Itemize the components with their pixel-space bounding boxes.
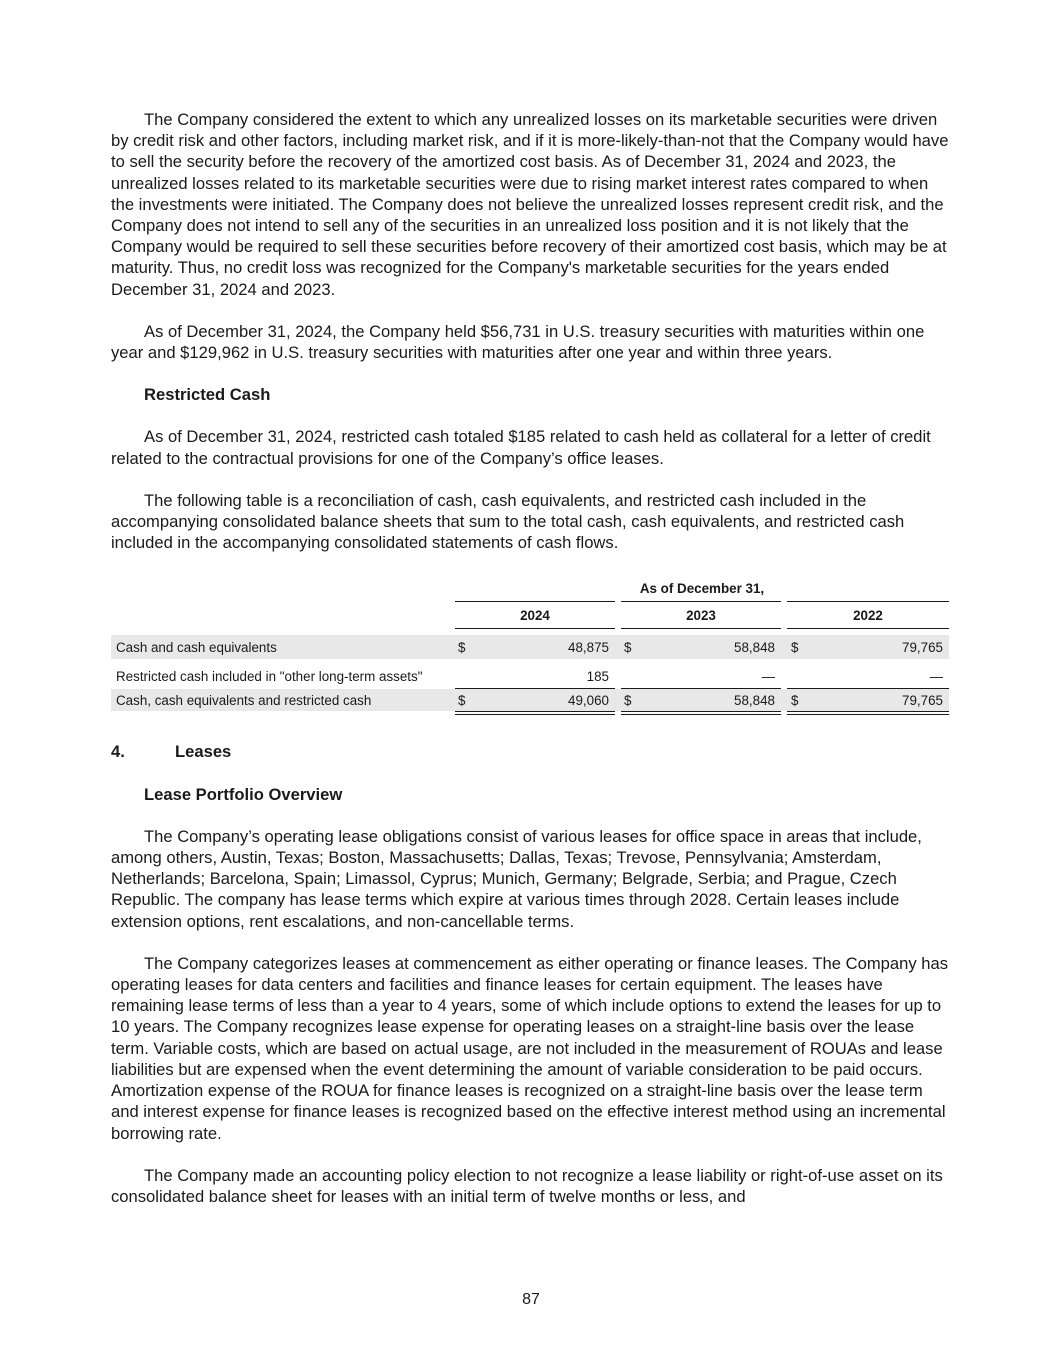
currency-symbol: $ <box>791 693 799 709</box>
header-rule <box>621 601 781 602</box>
paragraph-unrealized-losses: The Company considered the extent to which any unrealized losses on its marketable securities were driven by credit risk and other factors, including market risk, and if it is more-likely-than-not that the Company would have to sell the security before the recovery of the amortized cost basis. As of December 31, 2024 and 2023, the unrealized losses related to its marketable securities were due to rising market interest rates compared to when the investments were initiated. The Company does not believe the unrealized losses represent credit risk, and the Company does not intend to sell any of the securities in an unrealized loss position and it is not likely that the Company would be required to sell these securities before recovery of their amortized cost basis, which may be at maturity. Thus, no credit loss was recognized for the Company's marketable securities for the years ended December 31, 2024 and 2023. <box>111 110 949 299</box>
cell-value: 58,848 <box>734 693 775 709</box>
currency-symbol: $ <box>791 640 799 656</box>
cell-value: 79,765 <box>902 693 943 709</box>
cell-value: 79,765 <box>902 640 943 656</box>
cell-value: 58,848 <box>734 640 775 656</box>
row-label: Cash, cash equivalents and restricted cash <box>116 693 372 709</box>
section-heading-leases <box>111 741 949 762</box>
total-double-rule <box>455 711 615 712</box>
paragraph-restricted-cash: As of December 31, 2024, restricted cash totaled $185 related to cash held as collateral for a letter of credit related to the contractual provisions for one of the Company’s office leases. <box>111 427 931 468</box>
paragraph-reconciliation-intro: The following table is a reconciliation of cash, cash equivalents, and restricted cash included in the accompanying consolidated balance sheets that sum to the total cash, cash equivalents, and restricted cash included in the accompanying consolidated statements of cash flows. <box>111 490 905 553</box>
paragraph-treasury-securities: As of December 31, 2024, the Company held $56,731 in U.S. treasury securities with maturities within one year and $129,962 in U.S. treasury securities with maturities after one year and within three years. <box>111 321 925 363</box>
paragraph-lease-obligations: The Company’s operating lease obligations consist of various leases for office space in areas that include, among others, Austin, Texas; Boston, Massachusetts; Dallas, Texas; Trevose, Pennsylvania; Amsterdam, Netherlands; Barcelona, Spain; Limassol, Cyprus; Munich, Germany; Belgrade, Serbia; and Prague, Czech Republic. The company has lease terms which expire at various times through 2028. Certain leases include extension options, rent escalations, and non-cancellable terms. <box>111 826 922 931</box>
table-header-as-of: As of December 31, <box>639 581 765 597</box>
currency-symbol: $ <box>624 693 632 709</box>
total-double-rule <box>455 714 615 715</box>
year-rule <box>787 628 949 629</box>
currency-symbol: $ <box>458 693 466 709</box>
currency-symbol: $ <box>624 640 632 656</box>
year-rule <box>621 628 781 629</box>
total-double-rule <box>787 711 949 712</box>
page-number: 87 <box>522 1291 540 1308</box>
header-rule <box>787 601 949 602</box>
row-label: Restricted cash included in "other long-term assets" <box>116 669 423 685</box>
heading-lease-portfolio: Lease Portfolio Overview <box>144 784 343 804</box>
column-header-year: 2024 <box>520 608 550 624</box>
reconciliation-table <box>111 575 949 715</box>
currency-symbol: $ <box>458 640 466 656</box>
column-header-year: 2023 <box>686 608 716 624</box>
cell-value: 185 <box>586 669 609 685</box>
cell-value: 49,060 <box>568 693 609 709</box>
header-rule <box>455 601 615 602</box>
paragraph-lease-categories: The Company categorizes leases at commencement as either operating or finance leases. The Company has operating leases for data centers and facilities and finance leases for certain equipment. The leases have remaining lease terms of less than a year to 4 years, some of which include options to extend the leases for up to 10 years. The Company recognizes lease expense for operating leases on a straight-line basis over the lease term. Variable costs, which are based on actual usage, are not included in the measurement of ROUAs and lease liabilities but are expensed when the event determining the amount of variable consideration to be paid occurs. Amortization expense of the ROUA for finance leases is recognized on a straight-line basis over the lease term and interest expense for finance leases is recognized based on the effective interest method using an incremental borrowing rate. <box>111 953 948 1143</box>
section-title: Leases <box>175 742 232 762</box>
total-double-rule <box>621 714 781 715</box>
total-double-rule <box>787 714 949 715</box>
document-page <box>111 109 949 1207</box>
row-label: Cash and cash equivalents <box>116 640 277 656</box>
cell-value: — <box>929 669 943 685</box>
heading-restricted-cash: Restricted Cash <box>144 385 271 405</box>
table-row <box>111 664 949 688</box>
table-row-total <box>111 689 949 711</box>
section-number: 4. <box>111 742 125 762</box>
year-rule <box>455 628 615 629</box>
cell-value: 48,875 <box>568 640 609 656</box>
total-double-rule <box>621 711 781 712</box>
table-row <box>111 635 949 659</box>
paragraph-policy-election: The Company made an accounting policy election to not recognize a lease liability or right-of-use asset on its consolidated balance sheet for leases with an initial term of twelve months or less, and <box>111 1165 943 1206</box>
cell-value: — <box>761 669 775 685</box>
column-header-year: 2022 <box>853 608 883 624</box>
